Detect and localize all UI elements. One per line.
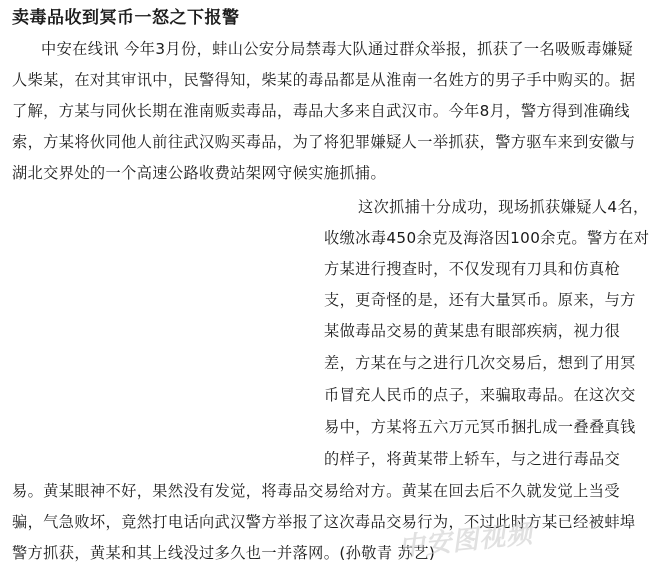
article-line: 警方抓获，黄某和其上线没过多久也一并落网。(孙敬青 苏艺): [12, 544, 436, 562]
article-line: 的样子，将黄某带上轿车，与之进行毒品交: [324, 450, 621, 468]
article-line: 中安在线讯 今年3月份，蚌山公安分局禁毒大队通过群众举报，抓获了一名吸贩毒嫌疑: [41, 40, 634, 58]
article-line: 湖北交界处的一个高速公路收费站架网守候实施抓捕。: [12, 164, 387, 182]
article-line: 支，更奇怪的是，还有大量冥币。原来，与方: [324, 291, 636, 309]
article-line: 币冒充人民币的点子，来骗取毒品。在这次交: [324, 386, 636, 404]
article-line: 某做毒品交易的黄某患有眼部疾病，视力很: [324, 322, 621, 340]
article-line: 收缴冰毒450余克及海洛因100余克。警方在对: [324, 229, 650, 247]
article-title: 卖毒品收到冥币一怒之下报警: [12, 8, 240, 28]
article-line: 索，方某将伙同他人前往武汉购买毒品，为了将犯罪嫌疑人一举抓获，警方驱车来到安徽与: [12, 133, 636, 151]
watermark-logo: 中安图视频: [397, 519, 535, 563]
article-line: 这次抓捕十分成功，现场抓获嫌疑人4名，: [358, 198, 649, 216]
article-line: 方某进行搜查时，不仅发现有刀具和仿真枪: [324, 260, 621, 278]
article-line: 了解，方某与同伙长期在淮南贩卖毒品，毒品大多来自武汉市。今年8月，警方得到准确线: [12, 102, 630, 120]
article-line: 易中，方某将五六万元冥币捆扎成一叠叠真钱: [324, 418, 636, 436]
article-line: 人柴某，在对其审讯中，民警得知，柴某的毒品都是从淮南一名姓方的男子手中购买的。据: [12, 71, 636, 89]
article-line: 易。黄某眼神不好，果然没有发觉，将毒品交易给对方。黄某在回去后不久就发觉上当受: [12, 482, 620, 500]
article-line: 差，方某在与之进行几次交易后，想到了用冥: [324, 354, 636, 372]
article-line: 骗，气急败坏，竟然打电话向武汉警方举报了这次毒品交易行为，不过此时方某已经被蚌埠: [12, 513, 636, 531]
